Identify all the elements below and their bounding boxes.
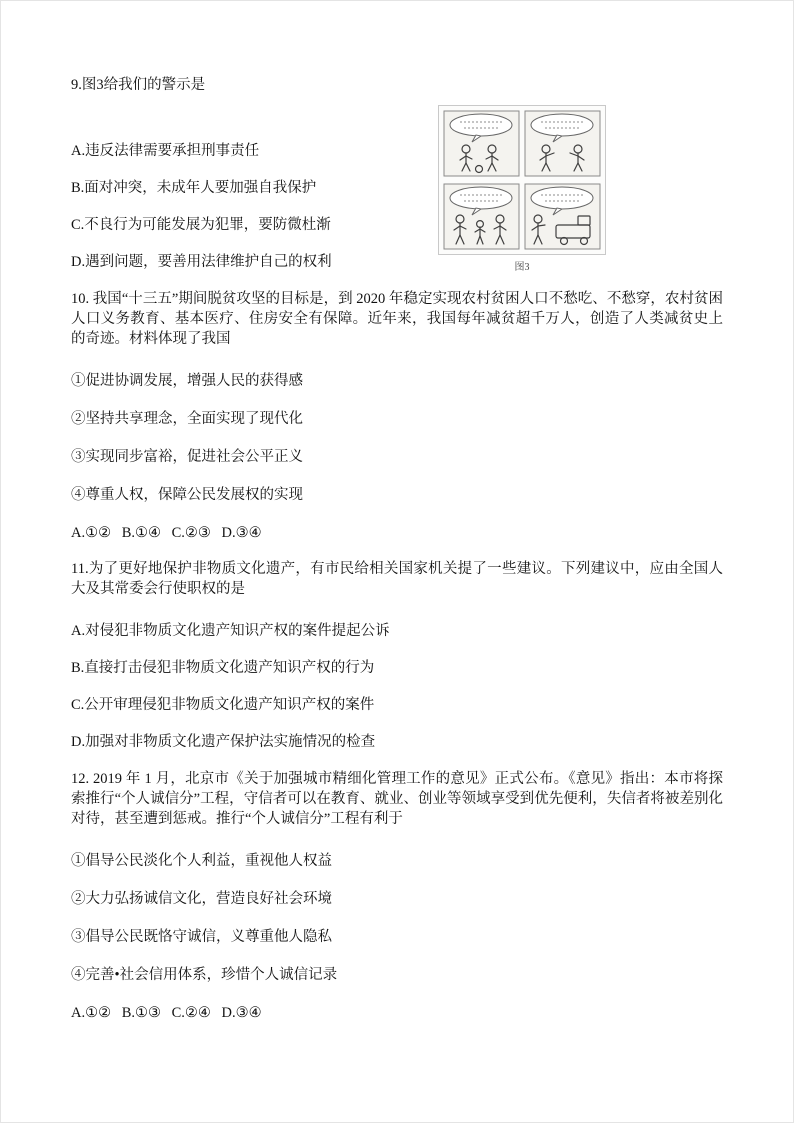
question-10-stem: 10. 我国“十三五”期间脱贫攻坚的目标是，到 2020 年稳定实现农村贫困人口不愁吃、不愁穿，农村贫困人口义务教育、基本医疗、住房安全有保障。近年来，我国每年减贫超千万人，创造了人类减贫史上的奇迹。材料体现了我国 (71, 291, 723, 347)
question-9-option-b: B.面对冲突，未成年人要加强自我保护 (71, 180, 317, 196)
figure-caption: 图3 (514, 262, 530, 273)
question-11-stem: 11.为了更好地保护非物质文化遗产，有市民给相关国家机关提了一些建议。下列建议中，应由全国人大及其常委会行使职权的是 (71, 561, 723, 597)
question-11-option-c: C.公开审理侵犯非物质文化遗产知识产权的案件 (71, 697, 375, 713)
question-12 (71, 769, 723, 1023)
question-10-item-1: ①促进协调发展，增强人民的获得感 (71, 373, 303, 389)
question-9-option-d: D.遇到问题，要善用法律维护自己的权利 (71, 254, 332, 270)
question-12-item-4: ④完善•社会信用体系，珍惜个人诚信记录 (71, 967, 338, 983)
question-10-item-4: ④尊重人权，保障公民发展权的实现 (71, 487, 303, 503)
question-12-answer-choices: A.①② B.①③ C.②④ D.③④ (71, 1005, 262, 1021)
question-12-item-2: ②大力弘扬诚信文化，营造良好社会环境 (71, 891, 332, 907)
question-12-item-1: ①倡导公民淡化个人利益，重视他人权益 (71, 853, 332, 869)
question-9-figure (438, 105, 606, 274)
question-11-option-a: A.对侵犯非物质文化遗产知识产权的案件提起公诉 (71, 623, 390, 639)
question-9 (71, 75, 723, 272)
question-12-stem: 12. 2019 年 1 月，北京市《关于加强城市精细化管理工作的意见》正式公布。《意见》指出：本市将探索推行“个人诚信分”工程，守信者可以在教育、就业、创业等领域享受到优先便利，失信者将被差别化对待，甚至遭到惩戒。推行“个人诚信分”工程有利于 (71, 771, 723, 827)
question-9-stem: 9.图3给我们的警示是 (71, 77, 206, 93)
question-10-item-2: ②坚持共享理念，全面实现了现代化 (71, 411, 303, 427)
question-9-option-a: A.违反法律需要承担刑事责任 (71, 143, 260, 159)
question-10-item-3: ③实现同步富裕，促进社会公平正义 (71, 449, 303, 465)
question-10-answer-choices: A.①② B.①④ C.②③ D.③④ (71, 525, 262, 541)
question-10 (71, 289, 723, 543)
question-11-option-d: D.加强对非物质文化遗产保护法实施情况的检查 (71, 734, 376, 750)
question-12-item-3: ③倡导公民既恪守诚信，义尊重他人隐私 (71, 929, 332, 945)
question-9-option-c: C.不良行为可能发展为犯罪，要防微杜渐 (71, 217, 331, 233)
question-11 (71, 559, 723, 752)
question-11-option-b: B.直接打击侵犯非物质文化遗产知识产权的行为 (71, 660, 375, 676)
comic-strip-icon (438, 105, 606, 255)
